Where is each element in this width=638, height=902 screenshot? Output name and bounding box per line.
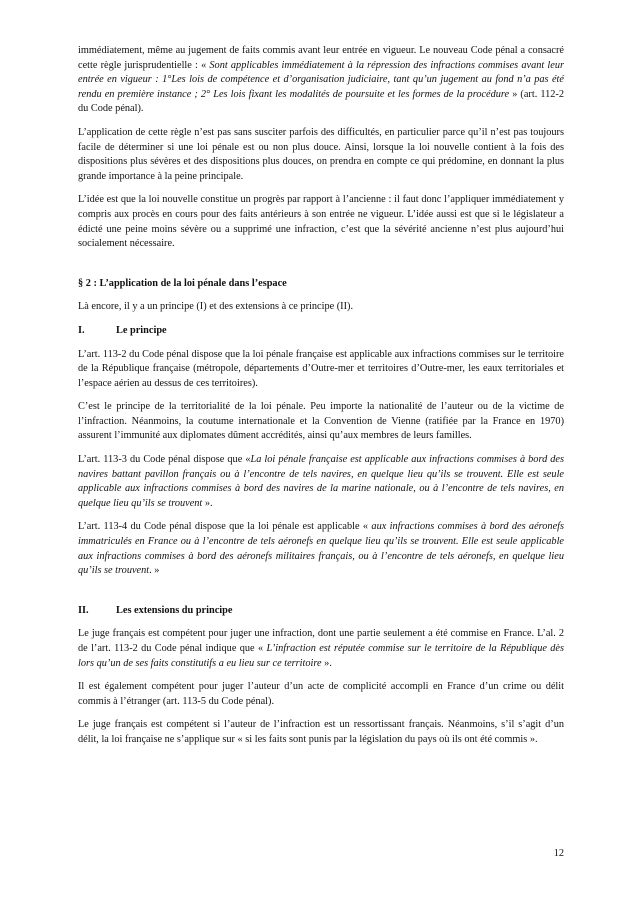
subheading-title: Le principe [116,324,167,336]
paragraph-nationality: Le juge français est compétent si l’auteur de l’infraction est un ressortissant français. Néanmoins, s’il s’agit d’un délit, la loi française ne s’applique sur « si les faits sont punis par la législation du pays où ils ont été commis ». [78,719,564,745]
paragraph-art-113-3: L’art. 113-3 du Code pénal dispose que «La loi pénale française est applicable aux infractions commises à bord des navires battant pavillon français ou à l’encontre de tels navires, en quelque lieu qu’ils se trouvent. Elle est seule applicable aux infractions commises à bord des navires de la marine nationale, ou à l’encontre de tels navires, en quelque lieu qu’ils se trouvent ». [78,454,564,509]
paragraph-retroactivity-rule: immédiatement, même au jugement de faits commis avant leur entrée en vigueur. Le nouveau Code pénal a consacré cette règle jurisprudentielle : « Sont applicables immédiatement à la répression des infractions commises avant leur entrée en vigueur : 1°Les lois de compétence et d’organisation judiciaire, tant qu’un jugement au fond n’a pas été rendu en première instance ; 2° Les lois fixant les modalités de poursuite et les formes de la procédure » (art. 112-2 du Code pénal). [78,45,564,115]
quote-art-113-4: aux infractions commises à bord des aéronefs immatriculés en France ou à l’encontre de tels aéronefs en quelque lieu qu’ils se trouvent. Elle est seule applicable aux infractions commises à bord des aéronefs militaires français, ou à l’encontre de tels aéronefs, en quelque lieu qu’ils se trouvent [78,521,565,577]
subheading-extensions [78,604,564,619]
paragraph-art-113-4: L’art. 113-4 du Code pénal dispose que la loi pénale est applicable « aux infractions commises à bord des aéronefs immatriculés en France ou à l’encontre de tels aéronefs en quelque lieu qu’ils se trouvent. Elle est seule applicable aux infractions commises à bord des aéronefs militaires français, ou à l’encontre de tels aéronefs, en quelque lieu qu’ils se trouvent. » [78,521,565,577]
quote-art-113-3: La loi pénale française est applicable aux infractions commises à bord des navires battant pavillon français ou à l’encontre de tels navires, en quelque lieu qu’ils se trouvent. Elle est seule applicable aux infractions commises à bord des navires de la marine nationale, ou à l’encontre de tels navires, en quelque lieu qu’ils se trouvent [78,454,564,509]
paragraph-intro-space: Là encore, il y a un principe (I) et des extensions à ce principe (II). [78,301,354,313]
paragraph-new-law-progress: L’idée est que la loi nouvelle constitue un progrès par rapport à l’ancienne : il faut donc l’appliquer immédiatement y compris aux procès en cours pour des faits antérieurs à son entrée ne vigueur. L’idée aussi est que si le législateur a édicté une peine moins sévère ou a supprimé une infraction, c’est que la sévérité ancienne n’est plus aujourd’hui socialement nécessaire. [78,194,564,250]
quote-art-112-2: Sont applicables immédiatement à la répression des infractions commises avant leur entrée en vigueur : 1°Les lois de compétence et d’organisation judiciaire, tant qu’un jugement au fond n’a pas été rendu en première instance ; 2° Les lois fixant les modalités de poursuite et les formes de la procédure [78,59,564,100]
paragraph-complicity: Il est également compétent pour juger l’auteur d’un acte de complicité accompli en France d’un crime ou délit commis à l’étranger (art. 113-5 du Code pénal). [78,681,564,707]
page-number: 12 [553,848,564,859]
paragraph-territoriality: C’est le principe de la territorialité de la loi pénale. Peu importe la nationalité de l’auteur ou de la victime de l’infraction. Néanmoins, la coutume internationale et la Convention de Vienne (ratifiée par la France en 1970) assurent l’immunité aux diplomates dûment accrédités, ainsi qu’aux membres de leurs familles. [78,401,564,442]
subheading-number: I. [78,324,85,336]
paragraph-difficulties: L’application de cette règle n’est pas sans susciter parfois des difficultés, en particulier parce qu’il n’est pas toujours facile de déterminer si une loi pénale est ou non plus douce. Ainsi, lorsque la loi nouvelle contient à la fois des dispositions plus sévères et des dispositions plus douces, on prendra en compte ce qui prédomine, en donnant la plus grande importance à la peine principale. [78,126,564,182]
paragraph-partial-commission: Le juge français est compétent pour juger une infraction, dont une partie seulement a été commise en France. L’al. 2 de l’art. 113-2 du Code pénal indique que « L’infraction est réputée commise sur le territoire de la République dès lors qu’un de ses faits constitutifs a eu lieu sur ce territoire ». [78,628,565,669]
quote-art-113-2-al2: L’infraction est réputée commise sur le territoire de la République dès lors qu’un de ses faits constitutifs a eu lieu sur ce territoire [78,643,565,669]
document-page [78,44,564,757]
paragraph-art-113-2: L’art. 113-2 du Code pénal dispose que la loi pénale française est applicable aux infractions commises sur le territoire de la République française (métropole, départements d’Outre-mer et territoires d’Outre-mer, les eaux territoriales et l’espace aérien au dessus de ces territoires). [78,348,564,389]
subheading-title: Les extensions du principe [116,604,233,616]
subheading-number: II. [78,604,89,616]
subheading-principle [78,324,564,339]
section-heading-space: § 2 : L’application de la loi pénale dans l’espace [78,277,287,289]
